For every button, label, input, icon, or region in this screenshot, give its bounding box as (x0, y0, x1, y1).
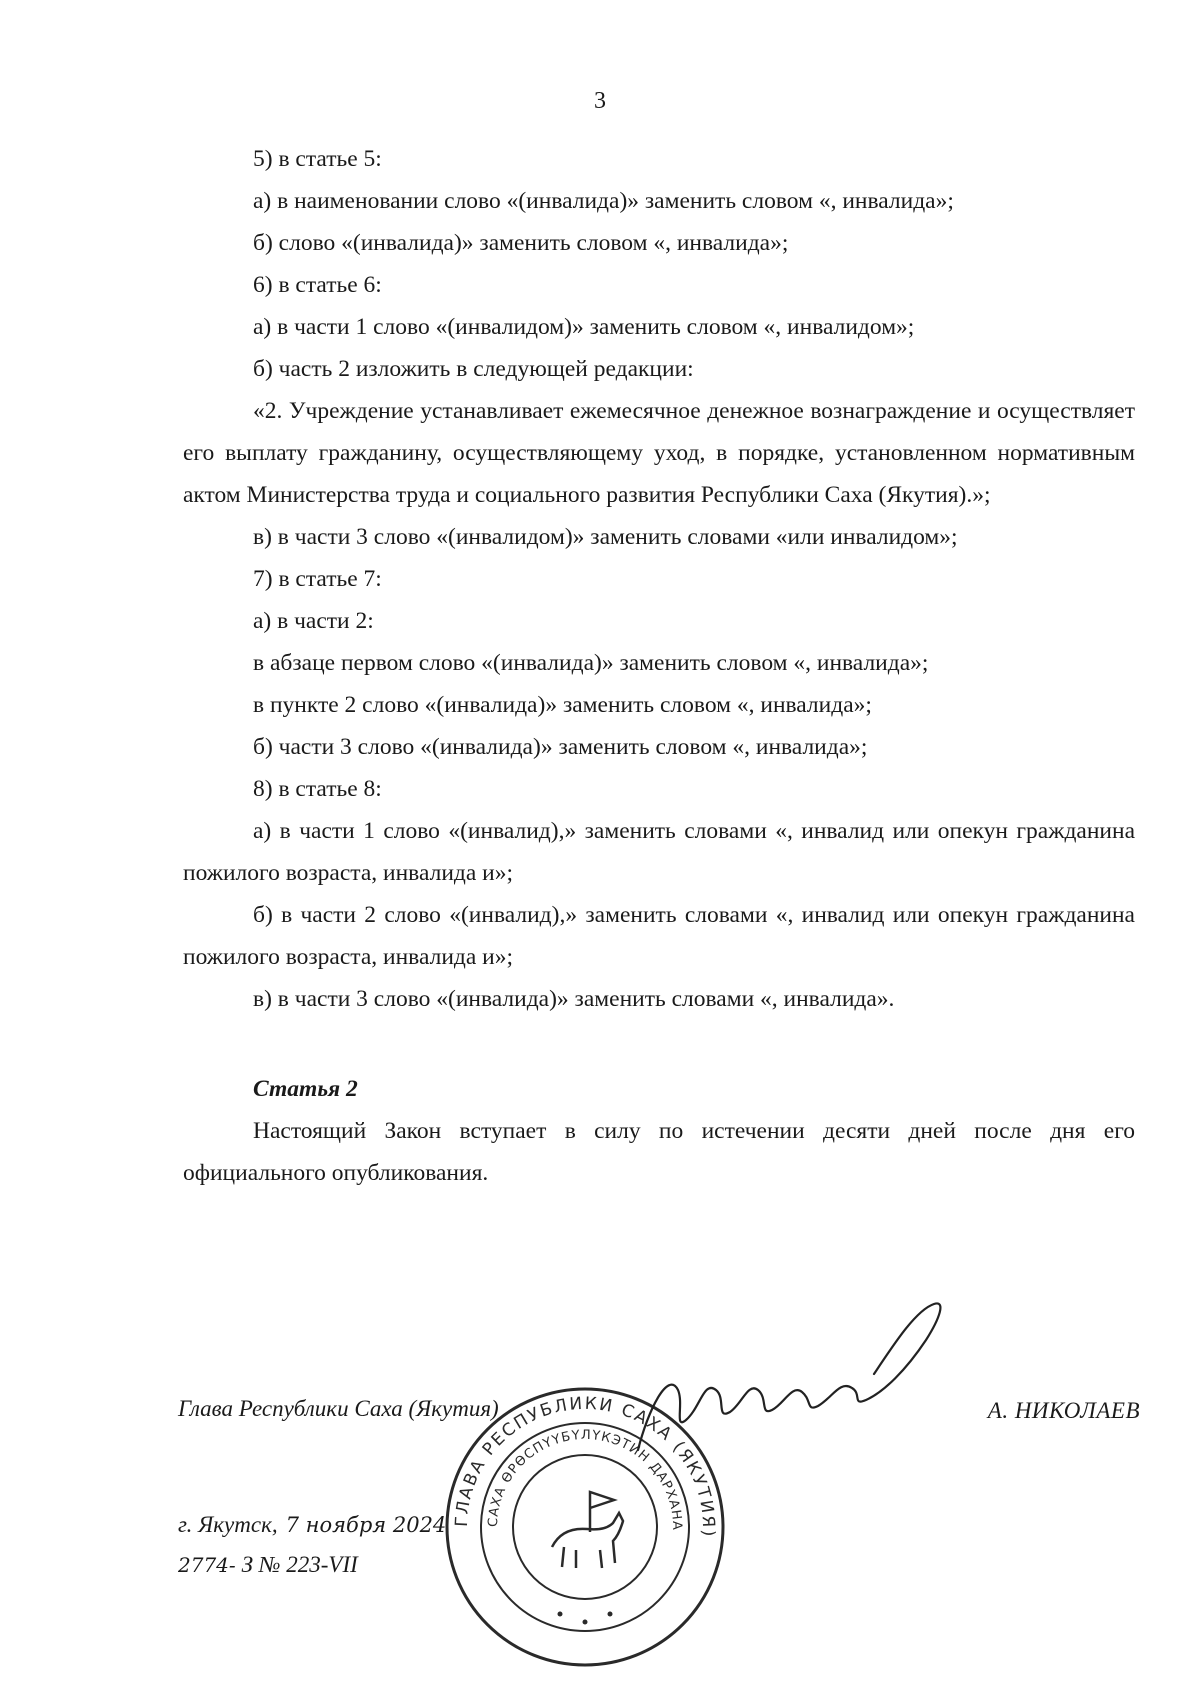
paragraph: в) в части 3 слово «(инвалида)» заменить словами «, инвалида». (253, 986, 895, 1012)
paragraph: б) часть 2 изложить в следующей редакции: (253, 356, 694, 382)
article-text: Настоящий Закон вступает в силу по истечении десяти дней после дня его официального опубликования. (183, 1118, 1135, 1186)
paragraph: б) части 3 слово «(инвалида)» заменить словом «, инвалида»; (253, 734, 868, 760)
paragraph: 7) в статье 7: (253, 566, 382, 592)
paragraph: б) в части 2 слово «(инвалид),» заменить словами «, инвалид или опекун гражданина пожилого возраста, инвалида и»; (183, 902, 1135, 970)
law-number (178, 1552, 358, 1578)
document-body (183, 138, 1135, 1194)
paragraph: в) в части 3 слово «(инвалидом)» заменить словами «или инвалидом»; (253, 524, 958, 550)
printed-number: З № 223-VII (241, 1552, 358, 1577)
paragraph: а) в наименовании слово «(инвалида)» заменить словом «, инвалида»; (253, 188, 954, 214)
paragraph: а) в части 1 слово «(инвалидом)» заменить словом «, инвалидом»; (253, 314, 915, 340)
paragraph: 5) в статье 5: (253, 146, 382, 172)
paragraph: а) в части 2: (253, 608, 374, 634)
handwritten-number: 2774- (178, 1553, 236, 1577)
place-and-date (178, 1512, 446, 1538)
signature-block (178, 1380, 1140, 1680)
paragraph: «2. Учреждение устанавливает ежемесячное денежное вознаграждение и осуществляет его выплату гражданину, осуществляющему уход, в порядке, установленном нормативным актом Министерства труда и социального развития Республики Саха (Якутия).»; (183, 398, 1135, 508)
paragraph: в абзаце первом слово «(инвалида)» заменить словом «, инвалида»; (253, 650, 929, 676)
article-heading: Статья 2 (253, 1076, 358, 1102)
seal-outer-text: ГЛАВА РЕСПУБЛИКИ САХА (ЯКУТИЯ) (451, 1393, 719, 1539)
handwritten-signature-icon (618, 1280, 978, 1470)
signatory-name: А. НИКОЛАЕВ (987, 1398, 1140, 1423)
signatory-title: Глава Республики Саха (Якутия) (178, 1396, 499, 1421)
paragraph: 8) в статье 8: (253, 776, 382, 802)
paragraph: б) слово «(инвалида)» заменить словом «, инвалида»; (253, 230, 789, 256)
page-number: 3 (594, 88, 606, 114)
paragraph: а) в части 1 слово «(инвалид),» заменить словами «, инвалид или опекун гражданина пожилого возраста, инвалида и»; (183, 818, 1135, 886)
paragraph: 6) в статье 6: (253, 272, 382, 298)
place: г. Якутск, (178, 1512, 278, 1537)
paragraph: в пункте 2 слово «(инвалида)» заменить словом «, инвалида»; (253, 692, 872, 718)
seal-inner-text: САХА ӨРӨСПҮҮБҮЛҮКЭТИН ДАРХАНА (485, 1427, 685, 1532)
handwritten-date: 7 ноября 2024 (285, 1513, 447, 1537)
